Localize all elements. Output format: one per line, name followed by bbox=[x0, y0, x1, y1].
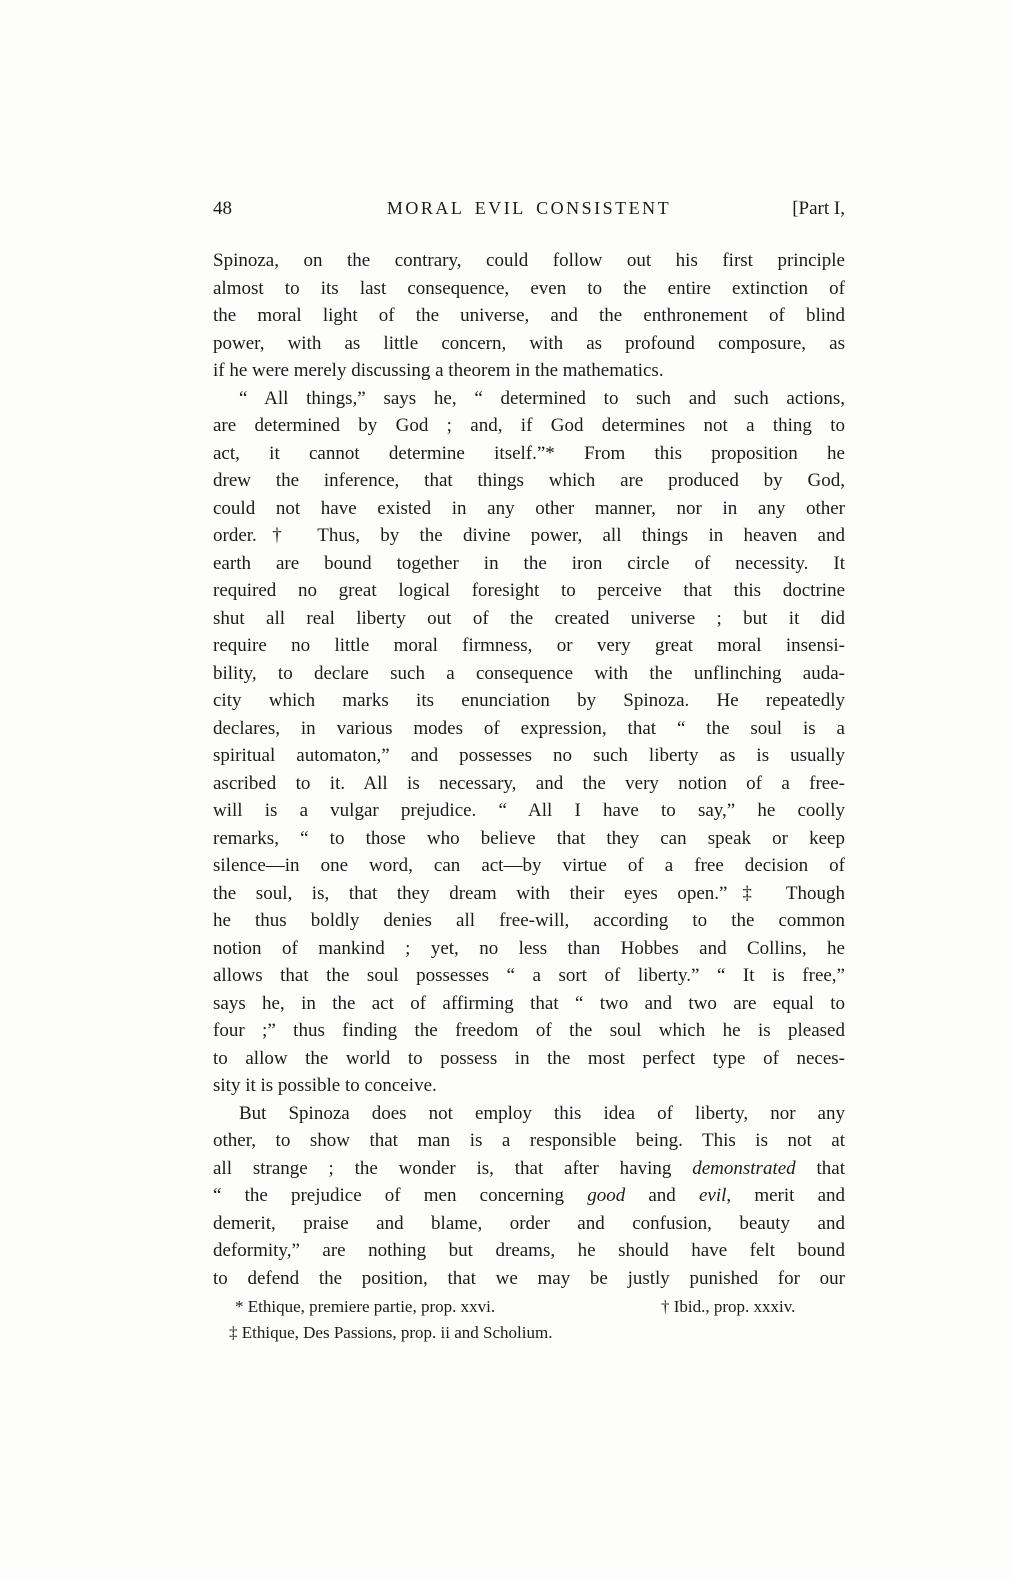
footnote-dagger: † Ibid., prop. xxxiv. bbox=[661, 1297, 796, 1316]
text-line bbox=[213, 577, 845, 605]
text-line bbox=[213, 1237, 845, 1265]
text-segment: and bbox=[625, 1185, 699, 1206]
text-line bbox=[213, 522, 845, 550]
text-segment: “ the prejudice of men concerning bbox=[213, 1185, 588, 1206]
paragraph bbox=[213, 385, 845, 1100]
text-segment: demerit, praise and blame, order and confusion, beauty and bbox=[213, 1212, 845, 1234]
text-line bbox=[213, 1155, 845, 1183]
text-line bbox=[213, 632, 845, 660]
text-segment: other, to show that man is a responsible being. This is not at bbox=[213, 1130, 845, 1151]
text-line bbox=[213, 605, 845, 633]
text-line bbox=[213, 1127, 845, 1155]
text-segment: the soul, is, that they dream with their eyes open.”‡ Though bbox=[213, 882, 845, 904]
paragraph bbox=[213, 247, 845, 385]
text-line bbox=[213, 880, 845, 908]
text-segment: four ;” thus finding the freedom of the soul which he is pleased bbox=[213, 1020, 845, 1041]
text-segment: could not have existed in any other manner, nor in any other bbox=[213, 497, 845, 519]
text-line bbox=[213, 1045, 845, 1073]
text-segment: will is a vulgar prejudice. “ All I have to say,” he coolly bbox=[213, 800, 845, 821]
text-segment: required no great logical foresight to perceive that this doctrine bbox=[213, 580, 845, 601]
text-line bbox=[213, 1017, 845, 1045]
text-line bbox=[213, 247, 845, 275]
footnote-line bbox=[213, 1320, 845, 1346]
text-line bbox=[213, 797, 845, 825]
text-segment: But Spinoza does not employ this idea of liberty, nor any bbox=[239, 1102, 845, 1124]
text-segment: act, it cannot determine itself.”* From this proposition he bbox=[213, 442, 845, 464]
italic-text: evil bbox=[698, 1185, 727, 1206]
text-segment: order.† Thus, by the divine power, all things in heaven and bbox=[213, 525, 845, 546]
text-line bbox=[213, 852, 845, 880]
body-text bbox=[213, 247, 845, 1292]
italic-text: demonstrated bbox=[692, 1157, 796, 1179]
text-segment: earth are bound together in the iron circle of necessity. It bbox=[213, 552, 845, 574]
text-line bbox=[213, 440, 845, 468]
italic-text: good bbox=[587, 1185, 626, 1206]
text-line bbox=[213, 1265, 845, 1293]
text-line bbox=[213, 467, 845, 495]
part-label: [Part I, bbox=[792, 198, 845, 219]
text-segment: Spinoza, on the contrary, could follow out his first principle bbox=[213, 250, 845, 271]
text-line bbox=[213, 742, 845, 770]
text-line bbox=[213, 660, 845, 688]
text-line bbox=[213, 1100, 845, 1128]
text-segment: he thus boldly denies all free-will, according to the common bbox=[213, 910, 845, 931]
text-line bbox=[213, 907, 845, 935]
text-line bbox=[213, 825, 845, 853]
text-segment: to defend the position, that we may be justly punished for our bbox=[213, 1267, 845, 1289]
footnotes bbox=[213, 1294, 845, 1346]
text-segment: allows that the soul possesses “ a sort of liberty.” “ It is free,” bbox=[213, 965, 845, 986]
text-line bbox=[213, 990, 845, 1018]
text-segment: require no little moral firmness, or very great moral insensi- bbox=[213, 635, 845, 656]
text-line bbox=[213, 1210, 845, 1238]
footnote-double-dagger: ‡ Ethique, Des Passions, prop. ii and Scholium. bbox=[229, 1323, 553, 1342]
footnote-asterisk: * Ethique, premiere partie, prop. xxvi. bbox=[235, 1297, 496, 1316]
text-line bbox=[213, 275, 845, 303]
text-segment: notion of mankind ; yet, no less than Hobbes and Collins, he bbox=[213, 937, 845, 959]
text-segment: city which marks its enunciation by Spinoza. He repeatedly bbox=[213, 690, 845, 711]
text-segment: says he, in the act of affirming that “ two and two are equal to bbox=[213, 992, 845, 1014]
text-segment: are determined by God ; and, if God determines not a thing to bbox=[213, 415, 845, 436]
text-line bbox=[213, 1182, 845, 1210]
text-segment: “ All things,” says he, “ determined to such and such actions, bbox=[239, 387, 845, 409]
page-header bbox=[213, 198, 845, 220]
text-segment: the moral light of the universe, and the enthronement of blind bbox=[213, 305, 845, 326]
text-segment: if he were merely discussing a theorem in the mathematics. bbox=[213, 360, 664, 381]
text-segment: declares, in various modes of expression, that “ the soul is a bbox=[213, 717, 845, 739]
text-line bbox=[213, 687, 845, 715]
text-line bbox=[213, 330, 845, 358]
footnote-line bbox=[213, 1294, 845, 1320]
text-line bbox=[213, 550, 845, 578]
text-segment: remarks, “ to those who believe that they can speak or keep bbox=[213, 827, 845, 849]
text-line bbox=[213, 385, 845, 413]
text-line bbox=[213, 357, 845, 385]
text-segment: ascribed to it. All is necessary, and the very notion of a free- bbox=[213, 772, 845, 794]
text-segment: deformity,” are nothing but dreams, he should have felt bound bbox=[213, 1240, 845, 1261]
text-segment: drew the inference, that things which are produced by God, bbox=[213, 470, 845, 491]
text-segment: to allow the world to possess in the most perfect type of neces- bbox=[213, 1047, 845, 1069]
text-segment: sity it is possible to conceive. bbox=[213, 1075, 437, 1096]
text-line bbox=[213, 935, 845, 963]
text-line bbox=[213, 770, 845, 798]
text-line bbox=[213, 495, 845, 523]
text-line bbox=[213, 962, 845, 990]
text-segment: shut all real liberty out of the created universe ; but it did bbox=[213, 607, 845, 629]
text-segment: silence—in one word, can act—by virtue of a free decision of bbox=[213, 855, 845, 876]
text-segment: all strange ; the wonder is, that after having bbox=[213, 1157, 693, 1179]
running-title: MORAL EVIL CONSISTENT bbox=[386, 198, 672, 218]
text-line bbox=[213, 412, 845, 440]
text-segment: almost to its last consequence, even to the entire extinction of bbox=[213, 277, 845, 299]
text-line bbox=[213, 302, 845, 330]
text-segment: power, with as little concern, with as profound composure, as bbox=[213, 332, 845, 354]
text-segment: bility, to declare such a consequence with the unflinching auda- bbox=[213, 662, 845, 684]
text-segment: spiritual automaton,” and possesses no such liberty as is usually bbox=[213, 745, 845, 766]
paragraph bbox=[213, 1100, 845, 1293]
page-number: 48 bbox=[213, 198, 232, 219]
text-line bbox=[213, 1072, 845, 1100]
text-segment: , merit and bbox=[726, 1185, 845, 1206]
text-segment: that bbox=[795, 1157, 845, 1179]
text-line bbox=[213, 715, 845, 743]
